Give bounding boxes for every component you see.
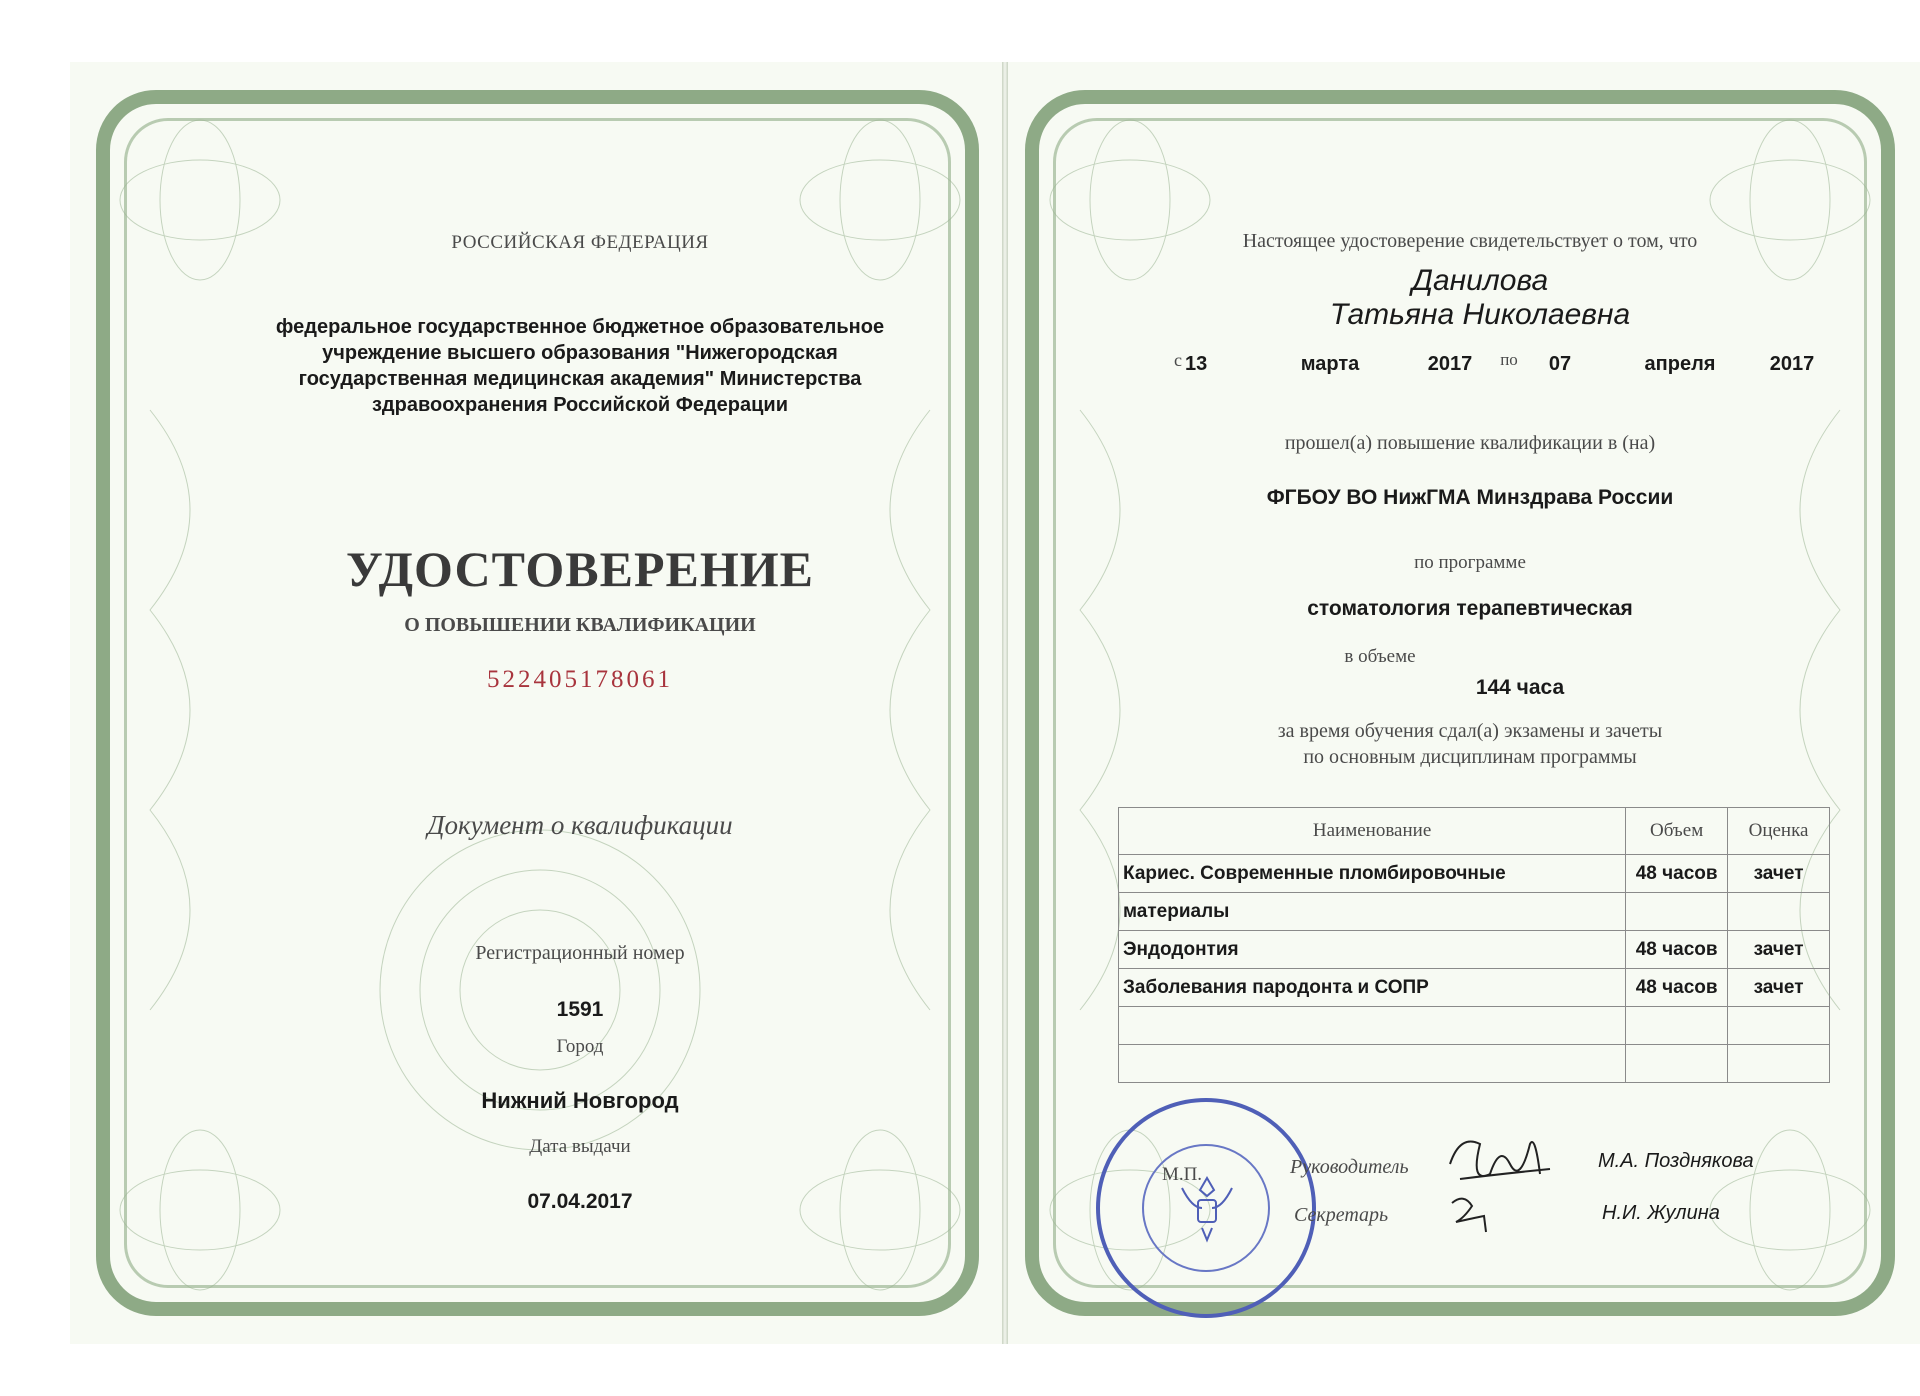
period-from-label: с xyxy=(1174,350,1182,370)
program-name: стоматология терапевтическая xyxy=(1307,597,1633,620)
table-header-row xyxy=(1119,808,1830,855)
organization: ФГБОУ ВО НижГМА Минздрава России xyxy=(1266,486,1674,509)
secretary-signature xyxy=(1444,1188,1514,1238)
institution-line-3: государственная медицинская академия" Министерства xyxy=(298,368,862,390)
holder-surname: Данилова xyxy=(1411,264,1549,297)
row-volume: 48 часов xyxy=(1626,969,1728,1007)
subjects-table xyxy=(1118,807,1830,1083)
row-grade: зачет xyxy=(1728,931,1830,969)
passed-text: прошел(а) повышение квалификации в (на) xyxy=(1284,432,1656,454)
row-name xyxy=(1119,1045,1626,1083)
city: Нижний Новгород xyxy=(481,1088,679,1113)
header-name: Наименование xyxy=(1119,808,1626,855)
volume-label: в объеме xyxy=(1344,646,1416,667)
table-row xyxy=(1119,931,1830,969)
doc-title: УДОСТОВЕРЕНИЕ xyxy=(346,541,814,597)
period-to-month: апреля xyxy=(1644,353,1716,375)
exams-line-2: по основным дисциплинам программы xyxy=(1303,746,1637,768)
row-grade xyxy=(1728,1007,1830,1045)
holder-given-names: Татьяна Николаевна xyxy=(1329,298,1631,331)
issue-date: 07.04.2017 xyxy=(527,1190,633,1213)
row-volume xyxy=(1626,1045,1728,1083)
table-row xyxy=(1119,1007,1830,1045)
period-from-year: 2017 xyxy=(1427,353,1473,375)
row-grade: зачет xyxy=(1728,969,1830,1007)
secretary-name: Н.И. Жулина xyxy=(1602,1202,1720,1224)
stamp-label: М.П. xyxy=(1161,1164,1203,1185)
table-row xyxy=(1119,1045,1830,1083)
volume-value: 144 часа xyxy=(1475,676,1565,699)
country-heading: РОССИЙСКАЯ ФЕДЕРАЦИЯ xyxy=(451,232,709,253)
table-row xyxy=(1119,969,1830,1007)
row-name: Кариес. Современные пломбировочные xyxy=(1119,855,1626,893)
institution-line-1: федеральное государственное бюджетное образовательное xyxy=(275,316,885,338)
exams-line-1: за время обучения сдал(а) экзамены и зачеты xyxy=(1277,720,1663,742)
guilloche-ornament-left xyxy=(110,110,970,1300)
official-seal xyxy=(1096,1098,1316,1318)
row-name: Эндодонтия xyxy=(1119,931,1626,969)
reg-number: 1591 xyxy=(556,998,604,1021)
head-name: М.А. Позднякова xyxy=(1598,1150,1754,1172)
institution-line-2: учреждение высшего образования "Нижегородская xyxy=(322,342,838,364)
secretary-label: Секретарь xyxy=(1294,1204,1389,1226)
issue-date-label: Дата выдачи xyxy=(529,1136,631,1157)
row-grade xyxy=(1728,1045,1830,1083)
period-to-year: 2017 xyxy=(1769,353,1815,375)
header-volume: Объем xyxy=(1626,808,1728,855)
row-volume: 48 часов xyxy=(1626,855,1728,893)
header-grade: Оценка xyxy=(1728,808,1830,855)
period-from-day: 13 xyxy=(1185,353,1208,375)
serial-number: 522405178061 xyxy=(487,666,673,693)
row-volume xyxy=(1626,1007,1728,1045)
reg-number-label: Регистрационный номер xyxy=(475,942,685,964)
row-volume: 48 часов xyxy=(1626,931,1728,969)
certifies-intro: Настоящее удостоверение свидетельствует о том, что xyxy=(1242,230,1698,252)
period-from-month: марта xyxy=(1300,353,1360,375)
doc-subtitle: О ПОВЫШЕНИИ КВАЛИФИКАЦИИ xyxy=(404,614,756,636)
table-row xyxy=(1119,855,1830,893)
program-label: по программе xyxy=(1414,552,1526,573)
doc-type: Документ о квалификации xyxy=(427,810,733,840)
institution-line-4: здравоохранения Российской Федерации xyxy=(371,394,788,416)
head-label: Руководитель xyxy=(1290,1156,1409,1178)
period-to-day: 07 xyxy=(1548,353,1572,375)
row-volume xyxy=(1626,893,1728,931)
table-row xyxy=(1119,893,1830,931)
row-grade: зачет xyxy=(1728,855,1830,893)
row-name: материалы xyxy=(1119,893,1626,931)
period-to-label: по xyxy=(1500,350,1518,369)
row-grade xyxy=(1728,893,1830,931)
city-label: Город xyxy=(556,1036,604,1057)
row-name xyxy=(1119,1007,1626,1045)
row-name: Заболевания пародонта и СОПР xyxy=(1119,969,1626,1007)
page-fold xyxy=(1002,62,1008,1344)
